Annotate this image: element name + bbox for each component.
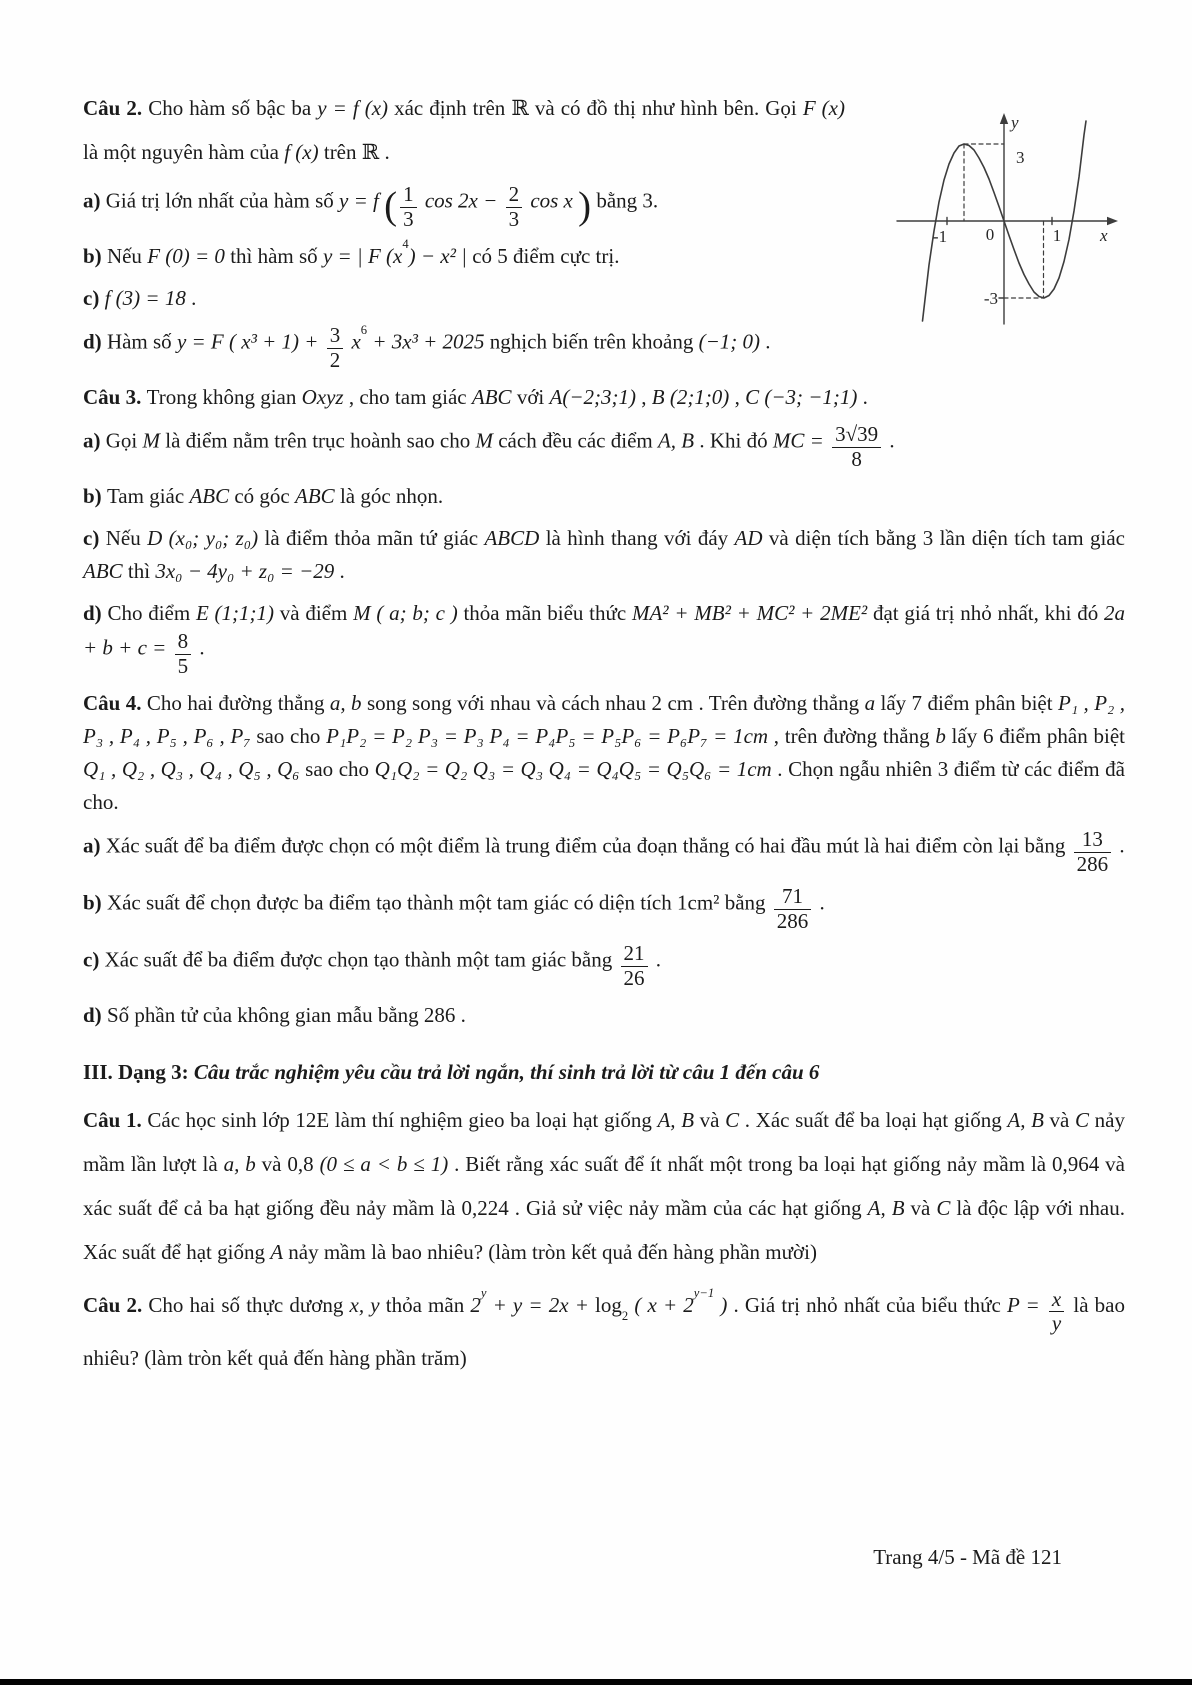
label-neg1: -1 xyxy=(932,227,948,246)
para-d3q1: Câu 1. Các học sinh lớp 12E làm thí nghiệm gieo ba loại hạt giống A, B và C . Xác suất để ba loại hạt giống A, B và C nảy mầm lần lượt là a, b và 0,8 (0 ≤ a < b ≤ 1) . Biết rằng xác suất để ít nhất một trong ba loại hạt giống nảy mầm là 0,964 và xác suất để cả ba hạt giống đều nảy mầm là 0,224 . Giả sử việc nảy mầm của các hạt giống A, B và C là độc lập với nhau. Xác suất để hạt giống A nảy mầm là bao nhiêu? (làm tròn kết quả đến hàng phần mười) xyxy=(83,1108,1125,1265)
para-q3a: a) Gọi M là điểm nằm trên trục hoành sao cho M cách đều các điểm A, B . Khi đó MC = $\frac{3√39}{8}$ . xyxy=(83,422,895,471)
x-axis-arrow xyxy=(1107,217,1118,225)
y-axis-arrow xyxy=(1000,113,1008,124)
x-axis-label: x xyxy=(1100,226,1108,245)
para-q2d: d) Hàm số y = F ( x³ + 1) + $\frac{3}{2}$ $x^6 + 3x^3 + 2025$ nghịch biến trên khoảng (−1; 0) . xyxy=(83,322,771,372)
label-3: 3 xyxy=(1016,148,1025,167)
para-q4c: c) Xác suất để ba điểm được chọn tạo thành một tam giác bằng $\frac{21}{26}$ . xyxy=(83,941,661,990)
y-axis-label: y xyxy=(1011,113,1019,132)
para-q4: Câu 4. Cho hai đường thẳng a, b song song với nhau và cách nhau 2 cm . Trên đường thẳng a lấy 7 điểm phân biệt P₁ , P₂ , P₃ , P₄ , P₅ , P₆ , P₇ sao cho P₁P₂ = P₂ P₃ = P₃ P₄ = P₄P₅ = P₅P₆ = P₆P₇ = 1cm , trên đường thẳng b lấy 6 điểm phân biệt Q₁ , Q₂ , Q₃ , Q₄ , Q₅ , Q₆ sao cho Q₁Q₂ = Q₂ Q₃ = Q₃ Q₄ = Q₄Q₅ = Q₅Q₆ = 1cm . Chọn ngẫu nhiên 3 điểm từ các điểm đã cho. xyxy=(83,691,1125,815)
para-q4b: b) Xác suất để chọn được ba điểm tạo thành một tam giác có diện tích 1cm² bằng $\frac{71}{286}$ . xyxy=(83,884,825,933)
para-q2b: b) Nếu F (0) = 0 thì hàm số y = | F $(x^4) - x^2$ | có 5 điểm cực trị. xyxy=(83,237,620,269)
para-q2c: c) f (3) = 18 . xyxy=(83,286,197,311)
label-neg3: -3 xyxy=(983,289,998,308)
page-footer: Trang 4/5 - Mã đề 121 xyxy=(873,1545,1062,1569)
content xyxy=(83,86,1125,1389)
label-0: 0 xyxy=(985,225,995,244)
para-q4d: d) Số phần tử của không gian mẫu bằng 286 . xyxy=(83,1003,466,1028)
para-q2a: a) Giá trị lớn nhất của hàm số y = f ( $\frac{1}{3}$ cos 2x − $\frac{2}{3}$ cos x ) bằng 3. xyxy=(83,182,659,231)
para-d3q2: Câu 2. Cho hai số thực dương x, y thỏa mãn $2^y + y = 2x + \log_2$ ( $x + 2^{y-1}$ ) . Giá trị nhỏ nhất của biểu thức P = $\frac{x}{y}$ là bao nhiêu? (làm tròn kết quả đến hàng phần trăm) xyxy=(83,1286,1125,1370)
para-q4a: a) Xác suất để ba điểm được chọn có một điểm là trung điểm của đoạn thẳng có hai đầu mút là hai điểm còn lại bằng $\frac{13}{286}$ . xyxy=(83,827,1125,876)
para-q3c: c) Nếu D (x₀; y₀; z₀) là điểm thỏa mãn tứ giác ABCD là hình thang với đáy AD và diện tích bằng 3 lần diện tích tam giác ABC thì 3x₀ − 4y₀ + z₀ = −29 . xyxy=(83,526,1125,584)
label-1: 1 xyxy=(1052,226,1062,245)
para-q3: Câu 3. Trong không gian Oxyz , cho tam giác ABC với A(−2;3;1) , B (2;1;0) , C (−3; −1;1) . xyxy=(83,385,868,410)
page-bottom-bar xyxy=(0,1679,1192,1685)
para-q3d: d) Cho điểm E (1;1;1) và điểm M ( a; b; c ) thỏa mãn biểu thức MA² + MB² + MC² + 2ME² đạt giá trị nhỏ nhất, khi đó 2a + b + c = $\frac{8}{5}$ . xyxy=(83,601,1125,678)
para-q3b: b) Tam giác ABC có góc ABC là góc nhọn. xyxy=(83,484,444,509)
cubic-graph-figure xyxy=(867,90,1125,334)
cubic-graph-svg xyxy=(889,104,1125,328)
para-q2: Câu 2. Cho hàm số bậc ba y = f (x) xác định trên ℝ và có đồ thị như hình bên. Gọi F (x) là một nguyên hàm của f (x) trên ℝ . xyxy=(83,96,845,164)
para-d3-heading: III. Dạng 3: Câu trắc nghiệm yêu cầu trả lời ngắn, thí sinh trả lời từ câu 1 đến câu 6 xyxy=(83,1060,820,1085)
